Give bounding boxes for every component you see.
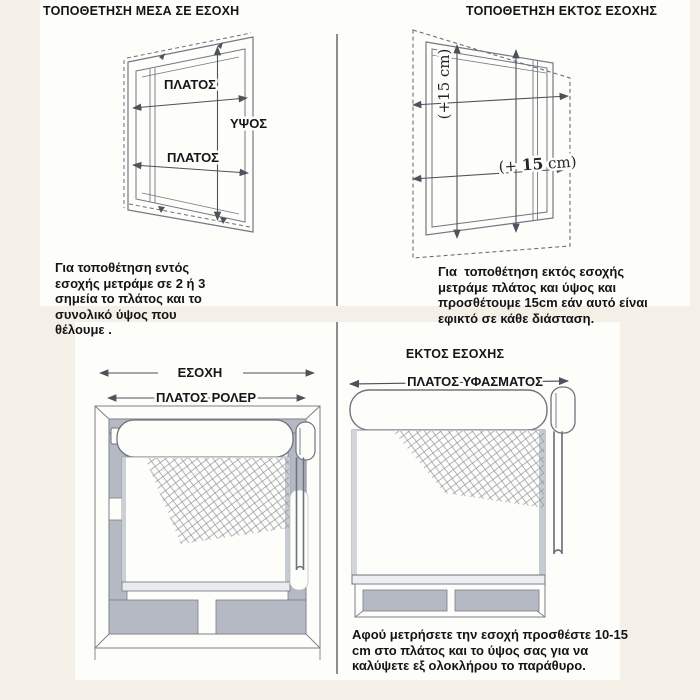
window-behind-blind [355, 584, 545, 617]
paragraph-outside-roller: Αφού μετρήσετε την εσοχή προσθέστε 10-15 cm στο πλάτος και το ύψος σας για να καλύψετε εξ ολοκλήρου το παράθυρο. [352, 627, 632, 673]
roller-tube [117, 420, 293, 457]
height-label: ΥΨΟΣ [230, 116, 268, 131]
roller-outside-recess-diagram [345, 368, 580, 623]
blind-fabric [122, 457, 290, 591]
roller-tube [350, 390, 547, 430]
fabric-bottom-bar [122, 582, 290, 591]
section-title-outside-recess: ΤΟΠΟΘΕΤΗΣΗ ΕΚΤΟΣ ΕΣΟΧΗΣ [466, 4, 658, 18]
blind-fabric [352, 430, 545, 584]
fabric-bottom-bar [352, 575, 545, 584]
window-frame [128, 37, 253, 232]
fabric-width-label: ΠΛΑΤΟΣ ΥΦΑΣΜΑΤΟΣ [407, 374, 543, 389]
recess-label: ΕΣΟΧΗ [177, 365, 223, 380]
width-allowance-label [498, 152, 577, 176]
section-title-outside-roller: ΕΚΤΟΣ ΕΣΟΧΗΣ [405, 347, 505, 361]
chain-slot [290, 490, 308, 590]
roller-end-cap [296, 422, 315, 460]
paragraph-inside-recess: Για τοποθέτηση εντός εσοχής μετράμε σε 2 ή 3 σημεία το πλάτος και το συνολικό ύψος που θέλουμε . [55, 260, 209, 337]
column-divider-top [336, 34, 338, 306]
measure-point-arrows [158, 42, 227, 224]
roller-width-label: ΠΛΑΤΟΣ ΡΟΛΕΡ [155, 390, 257, 405]
width-allowance-prefix: (+ [498, 156, 523, 176]
chain-icon [554, 432, 562, 554]
roller-in-recess-diagram [85, 352, 330, 662]
paragraph-outside-recess: Για τοποθέτηση εκτός εσοχής μετράμε πλάτος και ύψος και προσθέτουμε 15cm εάν αυτό είναι εφικτό σε κάθε διάσταση. [438, 264, 652, 326]
width-label-bottom: ΠΛΑΤΟΣ [167, 150, 219, 165]
roller-end-cap [551, 387, 575, 433]
width-label-top: ΠΛΑΤΟΣ [164, 77, 216, 92]
section-title-inside-recess: ΤΟΠΟΘΕΤΗΣΗ ΜΕΣΑ ΣΕ ΕΣΟΧΗ [43, 4, 240, 18]
column-divider-bottom [336, 322, 338, 674]
height-allowance-label: (+15 cm) [435, 48, 453, 120]
width-allowance-suffix: cm) [542, 152, 578, 173]
window-inside-recess-diagram [100, 26, 300, 261]
width-allowance-value: 15 [521, 153, 544, 175]
window-outside-recess-diagram [405, 24, 605, 269]
